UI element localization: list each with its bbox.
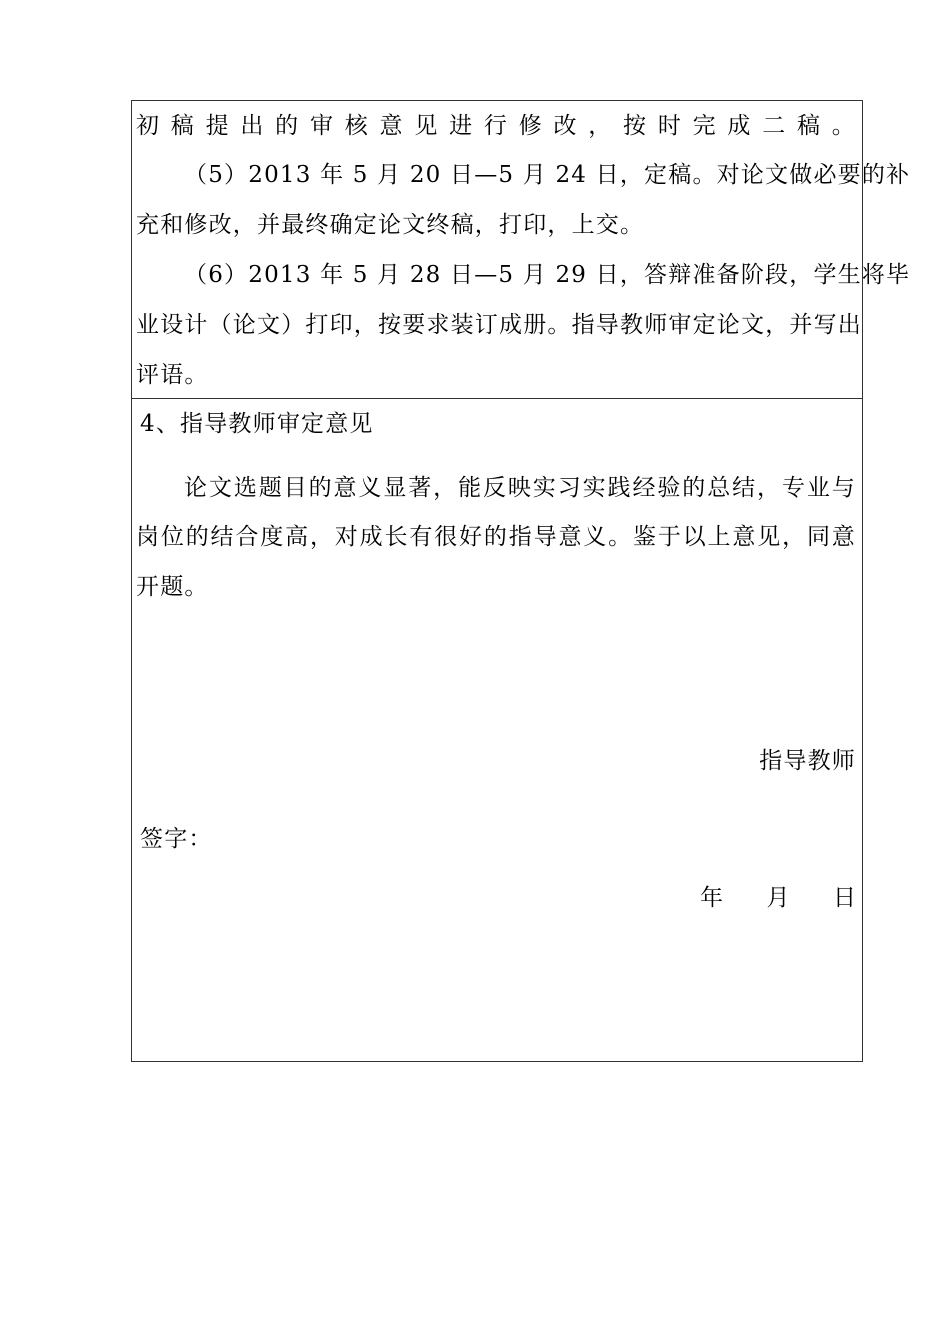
sec4-line-2: 岗位的结合度高，对成长有很好的指导意义。鉴于以上意见，同意 <box>136 524 856 550</box>
sec3-line-6: 评语。 <box>136 362 209 388</box>
date-line <box>700 883 856 913</box>
sec3-line-3: 充和修改，并最终确定论文终稿，打印，上交。 <box>136 212 645 238</box>
row-divider <box>131 398 863 399</box>
month-label: 月 <box>766 885 790 911</box>
advisor-label: 指导教师 <box>759 748 856 774</box>
sec3-line-5: 业设计（论文）打印，按要求装订成册。指导教师审定论文，并写出 <box>136 312 862 338</box>
sec4-line-1: 论文选题目的意义显著，能反映实习实践经验的总结，专业与 <box>184 475 856 501</box>
year-label: 年 <box>700 885 723 911</box>
sec3-line-2: （5）2013 年 5 月 20 日—5 月 24 日，定稿。对论文做必要的补 <box>184 162 911 188</box>
sec3-line-4: （6）2013 年 5 月 28 日—5 月 29 日，答辩准备阶段，学生将毕 <box>184 262 911 288</box>
section4-heading: 4、指导教师审定意见 <box>140 411 374 437</box>
signature-label: 签字： <box>140 826 213 852</box>
sec4-line-3: 开题。 <box>136 574 209 600</box>
day-label: 日 <box>833 885 856 911</box>
sec3-line-1: 初稿提出的审核意见进行修改，按时完成二稿。 <box>136 113 856 139</box>
